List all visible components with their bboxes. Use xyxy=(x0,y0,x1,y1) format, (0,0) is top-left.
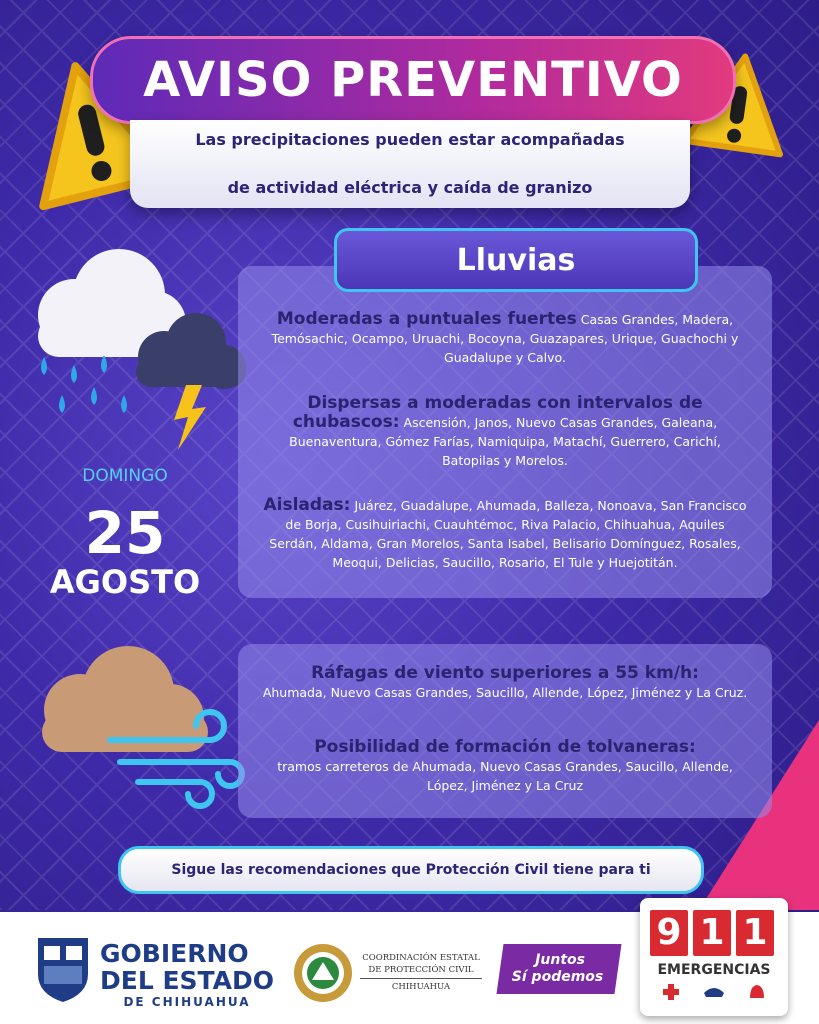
recommendation-banner xyxy=(118,846,704,894)
emergency-icons xyxy=(650,982,778,1002)
subtitle-text xyxy=(150,128,670,200)
emergency-label: EMERGENCIAS xyxy=(657,962,771,978)
emergency-digit: 9 xyxy=(650,910,688,956)
gobierno-line-2: DEL ESTADO xyxy=(100,966,275,995)
coord-line-1: COORDINACIÓN ESTATAL xyxy=(362,953,480,963)
wind-section-1-heading: Ráfagas de viento superiores a 55 km/h: xyxy=(311,663,699,683)
coord-divider xyxy=(360,978,482,979)
police-cap-icon xyxy=(702,983,726,1001)
date-month: AGOSTO xyxy=(49,563,201,601)
coord-line-2: DE PROTECCIÓN CIVIL xyxy=(368,965,474,975)
medical-cross-icon xyxy=(661,982,681,1002)
page-title: AVISO PREVENTIVO xyxy=(143,52,683,108)
recommendation-text: Sigue las recomendaciones que Protección Civil tiene para ti xyxy=(171,862,651,878)
rain-section-2-heading: Dispersas a moderadas con intervalos de chubascos: xyxy=(292,393,703,432)
rain-section-2-text: Ascensión, Janos, Nuevo Casas Grandes, Galeana, Buenaventura, Gómez Farías, Namiquipa, Matachí, Guerrero, Carichí, Batopilas y Morelos. xyxy=(289,415,721,468)
wind-section-1 xyxy=(260,664,750,702)
date-day: 25 xyxy=(84,499,166,567)
juntos-line-1: Juntos xyxy=(535,952,586,968)
emergency-digit: 1 xyxy=(736,910,774,956)
rain-section-3-heading: Aisladas: xyxy=(263,495,351,515)
rain-section-3-text: Juárez, Guadalupe, Ahumada, Balleza, Nonoava, San Francisco de Borja, Cusihuiriachi, Cuauhtémoc, Riva Palacio, Chihuahua, Aquiles Serdán, Aldama, Gran Morelos, Santa Isabel, Belisario Domínguez, Rosales, Meoqui, Delicias, Saucillo, Rosario, El Tule y Huejotitán. xyxy=(269,498,747,570)
subtitle-line-1: Las precipitaciones pueden estar acompañadas xyxy=(195,130,625,149)
state-government-logo-text xyxy=(100,940,274,1010)
footer xyxy=(0,912,819,1024)
rain-section-1-heading: Moderadas a puntuales fuertes xyxy=(276,309,577,329)
civil-protection-text xyxy=(360,952,482,993)
civil-protection-emblem xyxy=(292,942,354,1004)
fire-helmet-icon xyxy=(747,982,767,1002)
wind-section-2 xyxy=(260,738,750,795)
emergency-digit: 1 xyxy=(693,910,731,956)
rain-label: Lluvias xyxy=(456,242,576,278)
storm-cloud-icon xyxy=(14,245,254,455)
juntos-logo xyxy=(496,944,621,994)
subtitle-line-2: de actividad eléctrica y caída de granizo xyxy=(227,178,593,197)
rain-panel xyxy=(238,266,772,598)
rain-section-2 xyxy=(260,394,750,470)
gobierno-sub: DE CHIHUAHUA xyxy=(123,995,251,1009)
gobierno-line-1: GOBIERNO xyxy=(100,939,249,968)
wind-section-2-heading: Posibilidad de formación de tolvaneras: xyxy=(314,737,696,757)
wind-section-1-text: Ahumada, Nuevo Casas Grandes, Saucillo, Allende, López, Jiménez y La Cruz. xyxy=(262,685,748,700)
title-banner xyxy=(90,36,736,124)
juntos-line-2: Sí podemos xyxy=(512,969,604,985)
rain-section-1 xyxy=(260,310,750,367)
coord-line-3: CHIHUAHUA xyxy=(391,982,451,992)
rain-label-pill xyxy=(334,228,698,292)
rain-section-1-text: Casas Grandes, Madera, Temósachic, Ocampo, Uruachi, Bocoyna, Guazapares, Urique, Guachochi y Guadalupe y Calvo. xyxy=(271,312,739,365)
emergency-digits xyxy=(650,910,774,956)
date-weekday: DOMINGO xyxy=(82,466,168,486)
emergency-911-logo xyxy=(640,898,788,1016)
wind-panel xyxy=(238,644,772,818)
rain-section-3 xyxy=(260,496,750,572)
subtitle-box xyxy=(130,120,690,208)
wind-section-2-text: tramos carreteros de Ahumada, Nuevo Casas Grandes, Saucillo, Allende, López, Jiménez y La Cruz xyxy=(277,759,733,793)
dust-wind-icon xyxy=(20,640,250,810)
state-shield-logo xyxy=(34,934,92,1004)
